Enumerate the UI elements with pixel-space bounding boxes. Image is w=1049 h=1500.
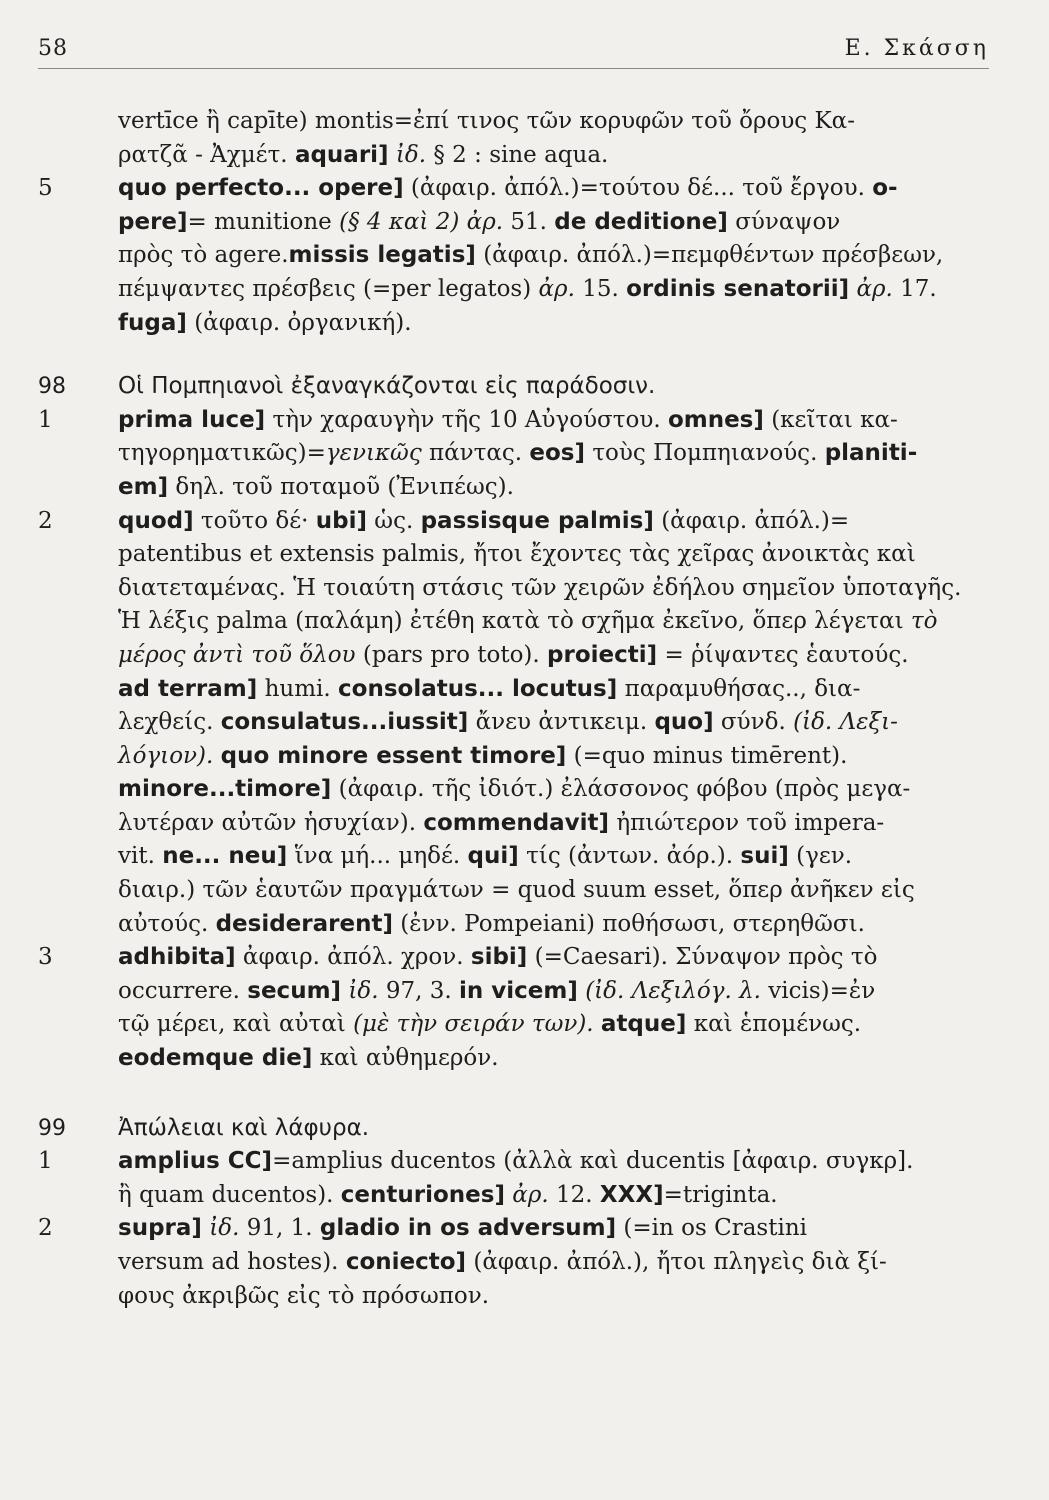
gloss-text [594, 1011, 601, 1037]
text-line [0, 1145, 1049, 1179]
gloss-text: δηλ. τοῦ ποταμοῦ (Ἐνιπέως). [168, 473, 514, 500]
text-line [0, 538, 1049, 572]
lemma: ad terram] [118, 675, 258, 702]
lemma: minore...timore] [118, 776, 332, 803]
gloss-text: τοῦτο δέ· [193, 507, 316, 534]
gloss-text: occurrere. [118, 977, 248, 1004]
gloss-text: (ἐνν. Pompeiani) ποθήσωσι, στερηθῶσι. [392, 910, 865, 937]
text-line [0, 206, 1049, 240]
text-line [0, 673, 1049, 707]
text-line [0, 605, 1049, 639]
gloss-text [389, 142, 396, 168]
gloss-text: patentibus et extensis palmis, ἤτοι ἔχοντες τὰς χεῖρας ἀνοικτὰς καὶ [118, 541, 916, 568]
gloss-text: vit. [118, 843, 163, 870]
line-text [118, 807, 884, 841]
lemma: supra] [118, 1215, 202, 1242]
line-text [118, 404, 898, 438]
gloss-text: Ἀπώλειαι καὶ λάφυρα. [118, 1114, 370, 1141]
chapter-number: 99 [38, 1115, 66, 1141]
gloss-text: σύνδ. [713, 709, 794, 736]
italic-text: (ἰδ. Λεξιλόγ. λ. [585, 977, 761, 1004]
lemma: commendavit] [423, 809, 610, 836]
gloss-text: =amplius ducentos (ἀλλὰ καὶ ducentis [ἀφαιρ. συγκρ]. [272, 1148, 914, 1175]
italic-text: τὸ [910, 608, 938, 635]
text-line [0, 840, 1049, 874]
lemma: consolatus... locutus] [338, 675, 618, 702]
line-text [118, 572, 961, 606]
text-line [0, 807, 1049, 841]
lemma: quo minore essent timore] [220, 742, 567, 769]
gloss-text: (γεν. [788, 843, 853, 870]
lemma: atque] [600, 1011, 687, 1038]
text-line [0, 740, 1049, 774]
gloss-text: = munitione [187, 208, 340, 235]
line-text [118, 706, 898, 740]
gloss-text: humi. [257, 675, 339, 702]
section-heading [0, 370, 1049, 404]
text-line [0, 1179, 1049, 1213]
gloss-text: (=Caesari). Σύναψον πρὸς τὸ [527, 944, 878, 971]
gloss-text: διατεταμένας. Ἡ τοιαύτη στάσις τῶν χειρῶν ἐδήλου σημεῖον ὑποταγῆς. [118, 574, 962, 601]
lemma: fuga] [118, 309, 187, 336]
gloss-text: ἢ quam ducentos). [118, 1181, 341, 1208]
commentary-body [0, 105, 1049, 1313]
lemma: qui] [467, 843, 519, 870]
gloss-text: τῷ μέρει, καὶ αὐταὶ [118, 1011, 354, 1038]
italic-text: μέρος ἀντὶ τοῦ ὅλου [118, 641, 356, 668]
text-line [0, 273, 1049, 307]
gloss-text: τὴν χαραυγὴν τῆς 10 Αὐγούστου. [265, 406, 668, 433]
page-number: 58 [38, 36, 68, 61]
gloss-text: φους ἀκριβῶς εἰς τὸ πρόσωπον. [118, 1282, 490, 1309]
gloss-text: Ἡ λέξις palma (παλάμη) ἐτέθη κατὰ τὸ σχῆμα ἐκεῖνο, ὅπερ λέγεται [118, 608, 911, 635]
lemma: missis legatis] [288, 242, 476, 269]
lemma: quo] [654, 709, 714, 736]
gloss-text: αὐτούς. [118, 910, 216, 937]
lemma: aquari] [294, 141, 389, 168]
line-text [118, 437, 917, 471]
lemma: XXX] [599, 1181, 664, 1208]
lemma: gladio in os adversum] [319, 1215, 617, 1242]
gloss-text: ἀφαιρ. ἀπόλ. χρον. [235, 944, 471, 971]
lemma: o- [872, 175, 898, 202]
lemma: quo perfecto... opere] [118, 175, 404, 202]
line-text [118, 740, 847, 774]
gloss-text: vertīce ἢ capīte) montis=ἐπί τινος τῶν κορυφῶν τοῦ ὄρους Κα- [118, 108, 855, 134]
text-line [0, 572, 1049, 606]
section-heading [0, 1112, 1049, 1146]
text-line [0, 941, 1049, 975]
gloss-text: 91, 1. [239, 1215, 320, 1242]
line-text [118, 239, 943, 273]
running-head: Ε. Σκάσση [844, 36, 989, 61]
line-text [118, 1212, 807, 1246]
lemma: ordinis senatorii] [626, 275, 850, 302]
gloss-text: 97, 3. [378, 977, 460, 1004]
header-rule [38, 68, 989, 69]
line-text [118, 1042, 499, 1076]
gloss-text: πρὸς τὸ agere. [118, 242, 289, 269]
line-text [118, 1008, 861, 1042]
line-text [118, 908, 865, 942]
lemma: de deditione] [554, 208, 728, 235]
gloss-text: (ἀφαιρ. ἀπόλ.)=τούτου δέ... τοῦ ἔργου. [403, 175, 873, 202]
line-number: 3 [38, 944, 53, 971]
gloss-text: (ἀφαιρ. τῆς ἰδιότ.) ἐλάσσονος φόβου (πρὸς μεγα- [331, 776, 911, 803]
italic-text: ἀρ. [856, 275, 893, 302]
gloss-text: λυτέραν αὐτῶν ἡσυχίαν). [118, 809, 424, 836]
gloss-text: 12. [548, 1181, 600, 1208]
spacer [0, 1076, 1049, 1112]
gloss-text: καὶ αὐθημερόν. [312, 1045, 499, 1072]
lemma: amplius CC] [118, 1148, 273, 1175]
lemma: eodemque die] [118, 1045, 313, 1072]
gloss-text: ρατζᾶ - Ἀχμέτ. [118, 141, 295, 168]
gloss-text: λεχθείς. [118, 709, 221, 736]
text-line [0, 1008, 1049, 1042]
text-line [0, 105, 1049, 139]
text-line [0, 239, 1049, 273]
gloss-text: πέμψαντες πρέσβεις (=per legatos) [118, 275, 539, 302]
text-line [0, 139, 1049, 173]
gloss-text: τίς (ἀντων. ἀόρ.). [518, 843, 741, 870]
gloss-text: (ἀφαιρ. ἀπόλ.)=πεμφθέντων πρέσβεων, [475, 242, 944, 269]
gloss-text: ὡς. [367, 507, 421, 534]
line-number: 5 [38, 175, 53, 202]
line-text [118, 206, 840, 240]
lemma: consulatus...iussit] [220, 709, 469, 736]
italic-text: ἀρ. [538, 275, 575, 302]
text-line [0, 1212, 1049, 1246]
text-line [0, 1246, 1049, 1280]
text-line [0, 471, 1049, 505]
text-line [0, 706, 1049, 740]
text-line [0, 639, 1049, 673]
line-text [118, 975, 875, 1009]
chapter-number: 98 [38, 374, 66, 400]
text-line [0, 908, 1049, 942]
line-text [118, 505, 849, 539]
gloss-text: τοὺς Πομπηιανούς. [585, 440, 825, 467]
line-text [118, 471, 514, 505]
text-line [0, 975, 1049, 1009]
gloss-text: ἄνευ ἀντικειμ. [468, 709, 655, 736]
line-text [118, 639, 909, 673]
line-text [118, 874, 915, 908]
gloss-text: παραμυθήσας.., δια- [617, 675, 861, 702]
line-text [118, 605, 937, 639]
gloss-text: (pars pro toto). [355, 641, 548, 668]
line-text [118, 941, 877, 975]
lemma: em] [118, 473, 169, 500]
lemma: pere] [118, 208, 188, 235]
lemma: sibi] [470, 944, 528, 971]
line-text [118, 273, 937, 307]
gloss-text: διαιρ.) τῶν ἑαυτῶν πραγμάτων = quod suum esset, ὅπερ ἀνῆκεν εἰς [118, 877, 915, 904]
lemma: desiderarent] [215, 910, 393, 937]
line-number: 1 [38, 406, 53, 433]
gloss-text: vicis)=ἐν [760, 977, 876, 1004]
italic-text: ἰδ. [395, 141, 427, 168]
lemma: adhibita] [118, 944, 236, 971]
text-line [0, 404, 1049, 438]
gloss-text: 15. [574, 275, 627, 302]
text-line [0, 437, 1049, 471]
gloss-text: § 2 : sine aqua. [426, 141, 609, 168]
text-line [0, 773, 1049, 807]
lemma: in vicem] [459, 977, 578, 1004]
gloss-text [213, 743, 220, 769]
gloss-text: (=in os Crastini [616, 1215, 807, 1242]
line-number: 1 [38, 1148, 53, 1175]
line-text [118, 1246, 887, 1280]
text-line [0, 874, 1049, 908]
lemma: secum] [247, 977, 342, 1004]
italic-text: γενικῶς [325, 440, 422, 467]
line-text [118, 840, 852, 874]
gloss-text: (ἀφαιρ. ὀργανική). [186, 309, 412, 336]
italic-text: ἰδ. [348, 977, 379, 1004]
italic-text: (§ 4 καὶ 2) ἀρ. [339, 208, 504, 235]
gloss-text: (=quo minus timērent). [566, 742, 848, 769]
text-line [0, 307, 1049, 341]
line-number: 2 [38, 1215, 53, 1242]
lemma: quod] [118, 507, 194, 534]
page-header [38, 32, 989, 66]
gloss-text: σύναψον [727, 208, 841, 235]
lemma: ubi] [315, 507, 367, 534]
line-text [118, 1280, 489, 1314]
gloss-text: Οἱ Πομπηιανοὶ ἐξαναγκάζονται εἰς παράδοσιν. [118, 373, 656, 400]
line-number: 2 [38, 507, 53, 534]
text-line [0, 505, 1049, 539]
line-text [118, 139, 608, 173]
gloss-text: versum ad hostes). [118, 1249, 346, 1275]
gloss-text: ἠπιώτερον τοῦ impera- [609, 809, 885, 836]
line-text [118, 538, 916, 572]
gloss-text: ἵνα μή... μηδέ. [287, 843, 468, 870]
italic-text: λόγιον). [118, 742, 214, 769]
line-text [118, 172, 898, 206]
lemma: centuriones] [340, 1181, 505, 1208]
lemma: proiecti] [547, 641, 658, 668]
italic-text: ἰδ. [209, 1215, 240, 1242]
gloss-text: 17. [892, 275, 937, 302]
lemma: passisque palmis] [420, 507, 654, 534]
line-text [118, 673, 860, 707]
lemma: eos] [529, 440, 586, 467]
gloss-text: =triginta. [663, 1181, 778, 1208]
line-text [118, 1112, 369, 1146]
text-line [0, 1280, 1049, 1314]
line-text [118, 307, 412, 341]
text-line [0, 172, 1049, 206]
gloss-text: πάντας. [421, 440, 530, 467]
text-line [0, 1042, 1049, 1076]
line-text [118, 105, 855, 139]
spacer [0, 340, 1049, 370]
lemma: prima luce] [118, 406, 266, 433]
lemma: planiti- [824, 440, 918, 467]
lemma: coniecto] [345, 1249, 467, 1275]
lemma: omnes] [667, 406, 764, 433]
gloss-text: καὶ ἑπομένως. [686, 1011, 862, 1038]
gloss-text: = ῥίψαντες ἑαυτούς. [657, 641, 909, 668]
line-text [118, 1145, 913, 1179]
gloss-text: (κεῖται κα- [763, 406, 898, 433]
italic-text: (ἰδ. Λεξι- [793, 709, 898, 736]
lemma: ne... neu] [162, 843, 288, 870]
gloss-text: (ἀφαιρ. ἀπόλ.), ἤτοι πληγεὶς διὰ ξί- [466, 1249, 887, 1275]
line-text [118, 1179, 778, 1213]
italic-text: (μὲ τὴν σειράν των). [353, 1011, 594, 1038]
line-text [118, 370, 655, 404]
lemma: sui] [740, 843, 789, 870]
line-text [118, 773, 910, 807]
gloss-text: τηγορηματικῶς)= [118, 440, 326, 467]
gloss-text: 51. [503, 208, 555, 235]
italic-text: ἀρ. [512, 1181, 549, 1208]
gloss-text: (ἀφαιρ. ἀπόλ.)= [653, 507, 850, 534]
